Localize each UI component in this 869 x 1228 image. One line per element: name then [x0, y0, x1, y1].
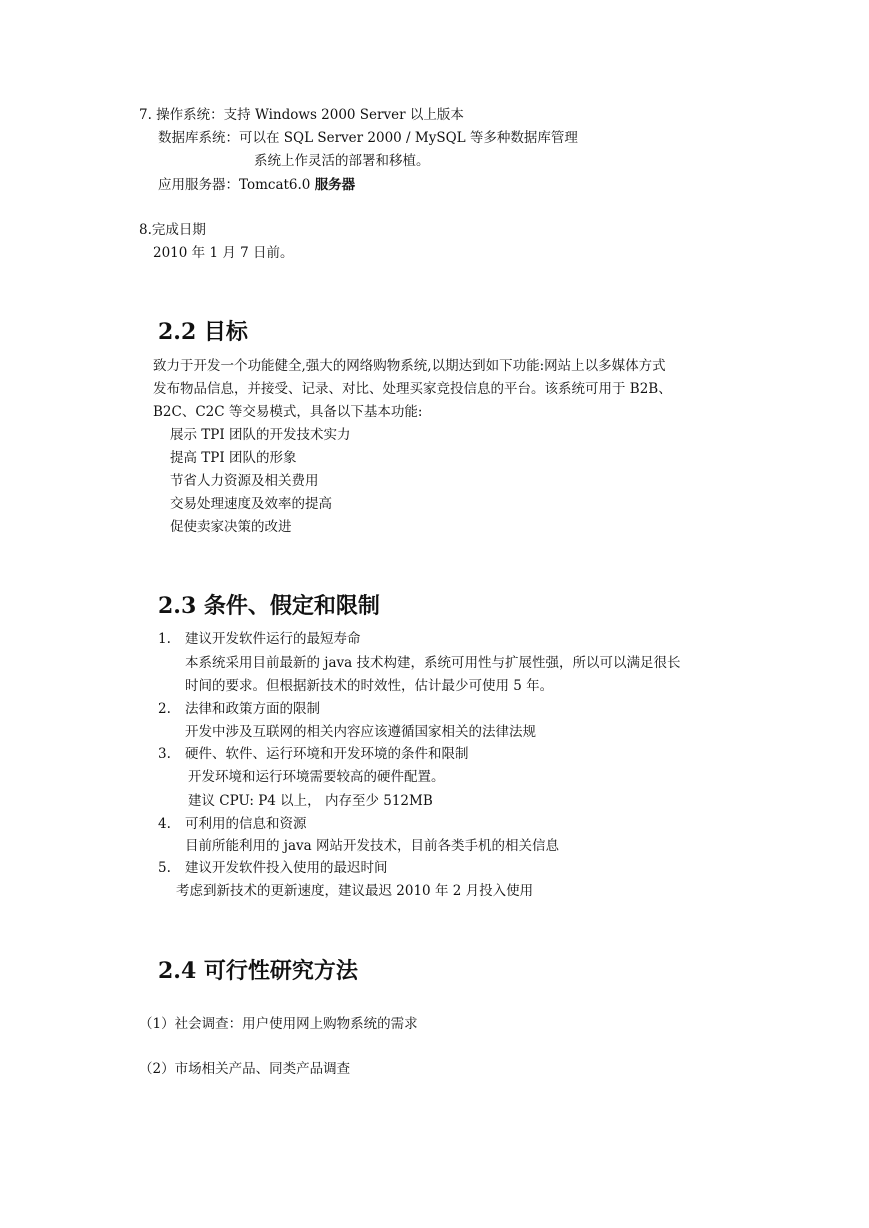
goal-section-title: 2.2 目标 [158, 319, 248, 345]
condition-body-2-line-1: 开发中涉及互联网的相关内容应该遵循国家相关的法律法规 [185, 724, 536, 740]
condition-body-5-line-1: 考虑到新技术的更新速度，建议最迟 2010 年 2 月投入使用 [176, 883, 534, 899]
condition-title-2: 法律和政策方面的限制 [185, 701, 320, 717]
database-line-1: 数据库系统：可以在 SQL Server 2000 / MySQL 等多种数据库管理 [158, 130, 578, 146]
methods-section-title: 2.4 可行性研究方法 [158, 958, 358, 984]
condition-number-2: 2. [158, 701, 171, 717]
condition-number-3: 3. [158, 746, 171, 762]
condition-number-4: 4. [158, 816, 171, 832]
app-server-line [158, 176, 355, 194]
database-line-2: 系统上作灵活的部署和移植。 [254, 153, 430, 169]
os-line: 7. 操作系统：支持 Windows 2000 Server 以上版本 [139, 107, 464, 123]
goal-paragraph-line-2: 发布物品信息，并接受、记录、对比、处理买家竞投信息的平台。该系统可用于 B2B、 [153, 381, 672, 397]
completion-date-value: 2010 年 1 月 7 日前。 [153, 245, 294, 261]
condition-title-4: 可利用的信息和资源 [185, 816, 307, 832]
goal-feature-item: 交易处理速度及效率的提高 [170, 496, 332, 512]
method-item-2: （2）市场相关产品、同类产品调查 [139, 1061, 351, 1077]
condition-body-1-line-1: 本系统采用目前最新的 java 技术构建，系统可用性与扩展性强，所以可以满足很长 [185, 655, 681, 671]
goal-feature-item: 展示 TPI 团队的开发技术实力 [170, 427, 351, 443]
condition-title-1: 建议开发软件运行的最短寿命 [185, 631, 361, 647]
goal-paragraph-line-3: B2C、C2C 等交易模式，具备以下基本功能: [153, 404, 423, 420]
goal-paragraph-line-1: 致力于开发一个功能健全,强大的网络购物系统,以期达到如下功能:网站上以多媒体方式 [153, 358, 666, 374]
goal-feature-item: 促使卖家决策的改进 [170, 519, 292, 535]
condition-body-1-line-2: 时间的要求。但根据新技术的时效性，估计最少可使用 5 年。 [185, 678, 554, 694]
goal-feature-item: 提高 TPI 团队的形象 [170, 450, 297, 466]
condition-body-3-line-2: 建议 CPU: P4 以上， 内存至少 512MB [188, 793, 433, 809]
condition-title-3: 硬件、软件、运行环境和开发环境的条件和限制 [185, 746, 469, 762]
condition-body-3-line-1: 开发环境和运行环境需要较高的硬件配置。 [188, 769, 445, 785]
goal-feature-item: 节省人力资源及相关费用 [170, 473, 319, 489]
condition-number-5: 5. [158, 860, 171, 876]
condition-title-5: 建议开发软件投入使用的最迟时间 [185, 860, 388, 876]
app-server-text: 应用服务器：Tomcat6.0 [158, 177, 315, 193]
conditions-section-title: 2.3 条件、假定和限制 [158, 593, 380, 619]
completion-date-heading: 8.完成日期 [139, 222, 206, 238]
condition-number-1: 1. [158, 631, 171, 647]
condition-body-4-line-1: 目前所能利用的 java 网站开发技术，目前各类手机的相关信息 [185, 838, 559, 854]
app-server-bold-text: 服务器 [314, 177, 356, 193]
method-item-1: （1）社会调查：用户使用网上购物系统的需求 [139, 1016, 418, 1032]
